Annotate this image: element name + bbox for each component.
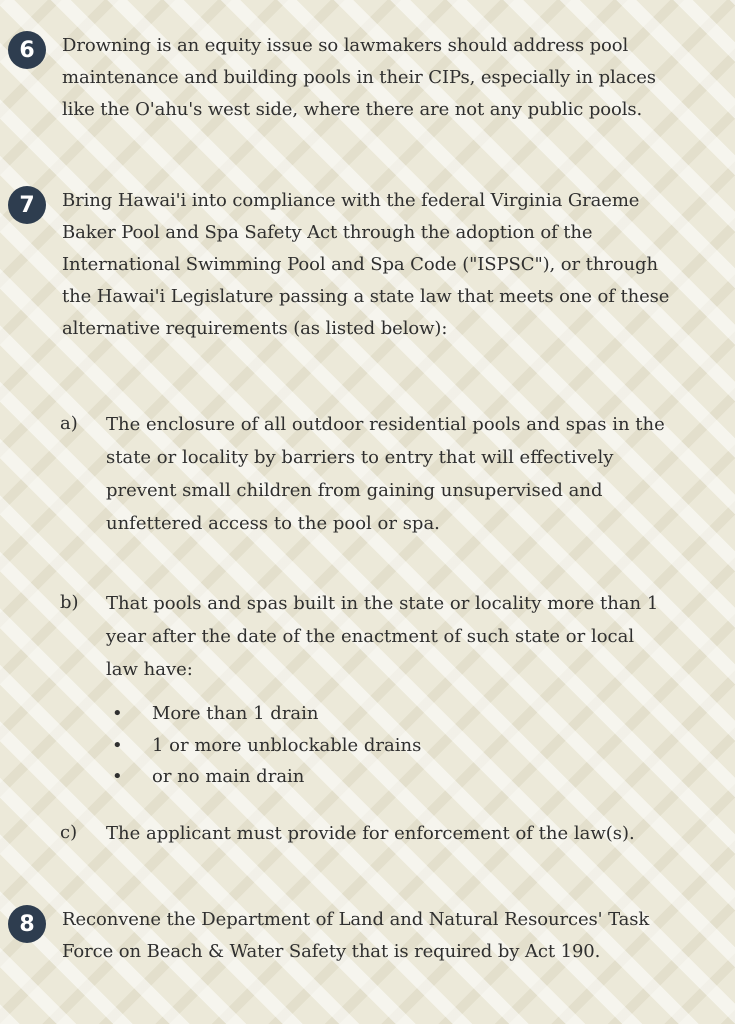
list-item: • More than 1 drain (106, 698, 556, 730)
list-item: • or no main drain (106, 761, 556, 793)
recommendation-7 (8, 185, 688, 345)
number-badge-6: 6 (8, 31, 46, 69)
list-item: • 1 or more unblockable drains (106, 730, 556, 762)
recommendation-8 (8, 904, 688, 968)
subitem-c-text: The applicant must provide for enforcement of the law(s). (106, 823, 635, 844)
recommendation-8-text: Reconvene the Department of Land and Natural Resources' Task Force on Beach & Water Safety that is required by Act 190. (62, 909, 650, 962)
recommendation-6 (8, 30, 688, 126)
subitem-a (60, 408, 670, 540)
number-badge-8: 8 (8, 905, 46, 943)
subitem-b (60, 587, 670, 686)
subitem-c-label: c) (60, 822, 78, 843)
subitem-a-text: The enclosure of all outdoor residential pools and spas in the state or locality by barriers to entry that will effectively prevent small children from gaining unsupervised and unfettered access to the pool or spa. (106, 414, 665, 534)
recommendation-6-text: Drowning is an equity issue so lawmakers should address pool maintenance and building pools in their CIPs, especially in places like the O'ahu's west side, where there are not any public pools. (62, 35, 656, 120)
recommendation-7-text: Bring Hawai'i into compliance with the federal Virginia Graeme Baker Pool and Spa Safety Act through the adoption of the International Swimming Pool and Spa Code ("ISPSC"), or through the Hawai'i Legislature passing a state law that meets one of these alternative requirements (as listed below): (62, 190, 670, 339)
bullet-icon: • (112, 766, 123, 787)
subitem-b-label: b) (60, 592, 79, 613)
subitem-c (60, 817, 670, 850)
bullet-icon: • (112, 703, 123, 724)
bullet-icon: • (112, 734, 123, 756)
subitem-b-text: That pools and spas built in the state or locality more than 1 year after the date of the enactment of such state or local law have: (106, 593, 659, 680)
number-badge-7: 7 (8, 186, 46, 224)
drain-requirements-list (106, 698, 556, 793)
subitem-a-label: a) (60, 413, 78, 434)
